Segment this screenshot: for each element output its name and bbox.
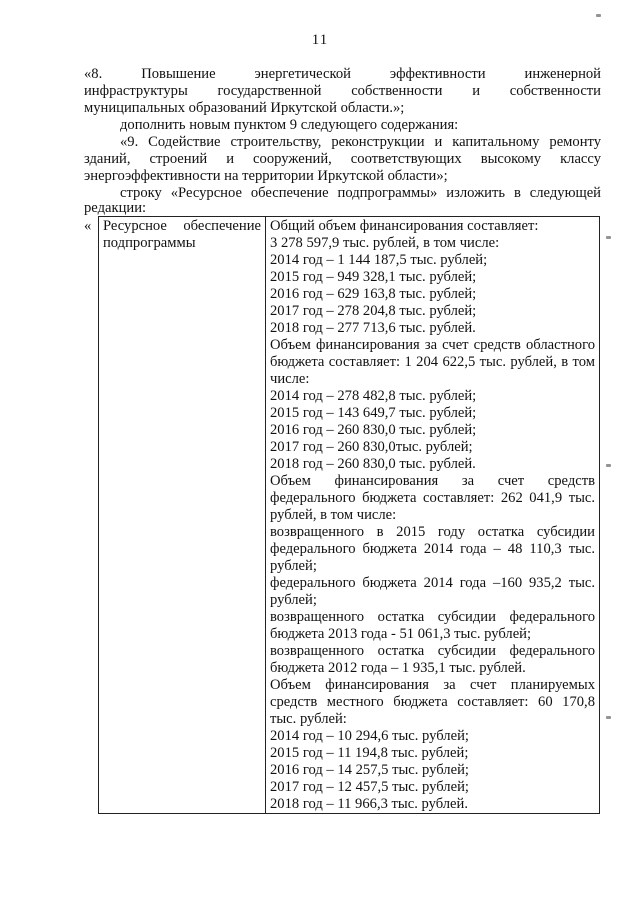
funding-paragraph: Объем финансирования за счет средств областного бюджета составляет: 1 204 622,5 тыс. рублей, в том числе:	[270, 337, 595, 387]
funding-line: 2017 год – 260 830,0тыс. рублей;	[270, 439, 473, 455]
row-instruction-line-2: редакции:	[84, 200, 147, 216]
scan-speck	[596, 14, 601, 17]
funding-line: Общий объем финансирования составляет:	[270, 218, 539, 234]
funding-paragraph: возвращенного остатка субсидии федерального бюджета 2013 года - 51 061,3 тыс. рублей;	[270, 609, 595, 642]
item9-line-3: энергоэффективности на территории Иркутской области»;	[84, 168, 448, 184]
resource-support-content-cell	[266, 217, 600, 814]
funding-line: 2018 год – 260 830,0 тыс. рублей.	[270, 456, 476, 472]
table-row	[99, 217, 600, 814]
page-number: 11	[311, 32, 329, 48]
funding-line: 2017 год – 278 204,8 тыс. рублей;	[270, 303, 477, 319]
funding-line: 2018 год – 277 713,6 тыс. рублей.	[270, 320, 476, 336]
item8-line-3: муниципальных образований Иркутской области.»;	[84, 100, 405, 116]
add-item-instruction: дополнить новым пунктом 9 следующего содержания:	[120, 117, 459, 133]
item9-line-2: зданий, строений и сооружений, соответствующих высокому классу	[84, 151, 601, 167]
opening-quote-mark: «	[84, 218, 92, 234]
scan-speck	[606, 716, 611, 719]
funding-line: 2015 год – 949 328,1 тыс. рублей;	[270, 269, 477, 285]
item9-line-1: «9. Содействие строительству, реконструкции и капитальному ремонту	[120, 134, 601, 150]
resource-support-table	[98, 216, 600, 814]
funding-paragraph: Объем финансирования за счет средств федерального бюджета составляет: 262 041,9 тыс. рублей, в том числе:	[270, 473, 595, 523]
funding-line: 2018 год – 11 966,3 тыс. рублей.	[270, 796, 468, 812]
funding-line: 3 278 597,9 тыс. рублей, в том числе:	[270, 235, 500, 251]
funding-line: 2014 год – 1 144 187,5 тыс. рублей;	[270, 252, 488, 268]
scan-speck	[606, 236, 611, 239]
funding-line: 2014 год – 278 482,8 тыс. рублей;	[270, 388, 477, 404]
funding-line: 2014 год – 10 294,6 тыс. рублей;	[270, 728, 469, 744]
funding-line: 2017 год – 12 457,5 тыс. рублей;	[270, 779, 469, 795]
funding-paragraph: возвращенного в 2015 году остатка субсидии федерального бюджета 2014 года – 48 110,3 тыс. рублей;	[270, 524, 595, 574]
resource-support-label-cell	[99, 217, 266, 814]
funding-paragraph: федерального бюджета 2014 года –160 935,2 тыс. рублей;	[270, 575, 595, 608]
scan-speck	[606, 464, 611, 467]
item8-line-2: инфраструктуры государственной собственности и собственности	[84, 83, 601, 99]
funding-paragraph: возвращенного остатка субсидии федерального бюджета 2012 года – 1 935,1 тыс. рублей.	[270, 643, 595, 676]
funding-line: 2015 год – 143 649,7 тыс. рублей;	[270, 405, 477, 421]
item8-line-1: «8. Повышение энергетической эффективности инженерной	[84, 66, 601, 82]
funding-line: 2015 год – 11 194,8 тыс. рублей;	[270, 745, 469, 761]
funding-paragraph: Объем финансирования за счет планируемых средств местного бюджета составляет: 60 170,8 тыс. рублей:	[270, 677, 595, 727]
row-instruction-line-1: строку «Ресурсное обеспечение подпрограммы» изложить в следующей	[120, 185, 601, 201]
funding-line: 2016 год – 629 163,8 тыс. рублей;	[270, 286, 477, 302]
funding-line: 2016 год – 14 257,5 тыс. рублей;	[270, 762, 469, 778]
resource-support-label: Ресурсное обеспечение подпрограммы	[103, 218, 261, 251]
funding-line: 2016 год – 260 830,0 тыс. рублей;	[270, 422, 477, 438]
